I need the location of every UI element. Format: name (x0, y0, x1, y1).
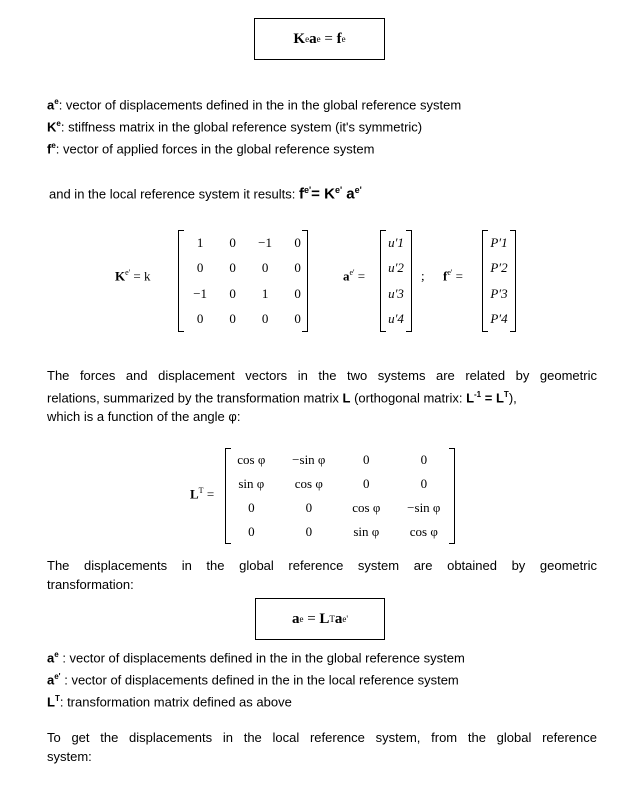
definition2-global-displacement (47, 645, 465, 668)
stiff-K-sup: e' (125, 268, 131, 277)
stiffness-cell: 0 (229, 311, 236, 327)
transform-cell: 0 (305, 500, 313, 515)
para2-line1: The displacements in the global reference system are obtained by geometric (47, 558, 597, 573)
transform-cell: −sin φ (292, 452, 326, 467)
para1-line2-b: (orthogonal matrix: (350, 390, 467, 406)
stiffness-cell: 1 (261, 285, 269, 301)
transform-eq: = (203, 486, 215, 502)
equation-box-transform (255, 598, 385, 640)
para1-LT-sup: T (503, 390, 509, 399)
stiffness-matrix (178, 230, 308, 332)
para3-line2: system: (47, 749, 92, 764)
force-entry: P′2 (490, 260, 508, 276)
transform-cell: 0 (248, 524, 255, 539)
transform-cell: 0 (420, 476, 428, 491)
eq2-a2: a (334, 610, 343, 627)
para1-line1: The forces and displacement vectors in the two systems are related by geometric (47, 368, 597, 383)
para1-line2-a: relations, summarized by the transformation matrix (47, 390, 343, 406)
eq2-L-sup: T (329, 614, 335, 624)
def-symbol-sup: e (51, 141, 56, 150)
matrix-row (225, 520, 455, 544)
eq2-L: L (319, 610, 330, 627)
definition2-transformation (47, 689, 292, 712)
transform-cell: 0 (248, 500, 255, 515)
a-label-sup: e' (349, 268, 355, 277)
def-symbol: L (47, 694, 55, 710)
intro-text: and in the local reference system it results: (49, 186, 300, 202)
eq1-a-sup: e (316, 34, 321, 44)
def-text: : vector of applied forces in the global reference system (55, 141, 375, 157)
intro-K-sup: e' (334, 185, 343, 195)
semicolon: ; (421, 268, 425, 283)
local-displacement-vector (380, 230, 412, 332)
local-system-intro (49, 180, 362, 204)
definition-global-displacement (47, 92, 461, 115)
stiffness-cell: 0 (261, 260, 269, 276)
transform-cell: 0 (363, 476, 370, 491)
intro-f: f (299, 185, 305, 203)
intro-f-sup: e' (304, 185, 312, 195)
def-text: : vector of displacements defined in the in the local reference system (64, 672, 459, 688)
matrix-row (225, 448, 455, 472)
transformation-matrix-table (225, 448, 455, 544)
eq1-a: a (309, 30, 317, 47)
stiffness-cell: 1 (196, 234, 204, 250)
stiffness-cell: 0 (196, 260, 204, 276)
def-symbol-sup: e (56, 119, 61, 128)
def-symbol: K (47, 119, 57, 135)
intro-a: a (342, 185, 355, 203)
force-entry: P′4 (490, 311, 508, 327)
def-symbol: a (47, 97, 55, 113)
vector-row (482, 230, 516, 256)
stiffness-cell: −1 (258, 234, 273, 250)
eq1-K-sup: e (305, 34, 310, 44)
stiffness-cell: 0 (196, 311, 204, 327)
definition2-local-displacement (47, 667, 459, 690)
para2-line2: transformation: (47, 577, 134, 592)
equation-box-global (254, 18, 385, 60)
stiffness-cell: 0 (294, 260, 301, 276)
displacement-entry: u′3 (388, 285, 404, 301)
displacement-entry: u′2 (388, 260, 404, 276)
def-symbol-sup: e (54, 97, 59, 106)
local-force-label (443, 268, 466, 284)
transform-L: L (190, 486, 199, 502)
force-vector-table (482, 230, 516, 332)
para1-line2-c: ), (508, 390, 517, 406)
def-symbol: a (47, 650, 55, 666)
vector-row (380, 230, 412, 256)
stiffness-cell: 0 (294, 234, 301, 250)
vector-row (380, 307, 412, 333)
displacement-entry: u′4 (388, 311, 404, 327)
force-entry: P′3 (490, 285, 508, 301)
vector-row (482, 307, 516, 333)
transform-cell: cos φ (352, 500, 381, 515)
para1-line2 (47, 385, 597, 407)
transform-label (190, 486, 214, 502)
transform-cell: sin φ (353, 524, 380, 539)
vector-row (380, 256, 412, 282)
transform-cell: 0 (305, 524, 313, 539)
transform-cell: 0 (420, 452, 428, 467)
stiffness-cell: 0 (229, 285, 236, 301)
eq2-a: a (291, 610, 300, 627)
eq2-a-sup: e (299, 614, 304, 624)
def-text: : vector of displacements defined in the in the global reference system (58, 97, 462, 113)
stiff-eq-k: = k (130, 268, 151, 284)
displacement-entry: u′1 (388, 234, 404, 250)
a-label-eq: = (354, 268, 369, 284)
def-symbol-sup: e (54, 650, 59, 659)
f-label-eq: = (452, 268, 467, 284)
displacement-vector-table (380, 230, 412, 332)
eq1-f-sup: e (341, 34, 346, 44)
paragraph-transformation (47, 366, 597, 426)
para1-eq: = (481, 390, 496, 406)
a-label: a (343, 268, 350, 284)
stiffness-label (115, 268, 150, 284)
para3-line1: To get the displacements in the local reference system, from the global reference (47, 730, 597, 745)
def-text: : stiffness matrix in the global reference system (it's symmetric) (60, 119, 423, 135)
transform-cell: cos φ (237, 452, 266, 467)
para1-L: L (342, 390, 351, 406)
transform-cell: sin φ (238, 476, 265, 491)
intro-K: K (324, 185, 335, 203)
matrix-row (225, 496, 455, 520)
paragraph-local-displacements (47, 728, 597, 766)
intro-a-sup: e' (354, 185, 362, 195)
transform-cell: cos φ (294, 476, 323, 491)
stiffness-cell: 0 (294, 311, 301, 327)
vector-row (380, 281, 412, 307)
intro-equals: = (311, 185, 325, 203)
definition-stiffness (47, 114, 422, 137)
transformation-matrix (225, 448, 455, 544)
local-displacement-label (343, 268, 368, 284)
def-text: : vector of displacements defined in the in the global reference system (62, 650, 465, 666)
eq2-equals: = (303, 610, 320, 627)
local-force-vector (482, 230, 516, 332)
stiffness-cell: 0 (229, 260, 236, 276)
vector-row (482, 256, 516, 282)
def-symbol-sup: T (54, 694, 60, 703)
vector-row (482, 281, 516, 307)
stiffness-matrix-table (178, 230, 308, 332)
def-symbol: f (47, 141, 52, 157)
def-text: : transformation matrix defined as above (59, 694, 292, 710)
force-entry: P′1 (490, 234, 508, 250)
f-label-sup: e' (447, 268, 453, 277)
matrix-row (178, 256, 308, 282)
eq1-equals: = (320, 30, 337, 47)
matrix-row (225, 472, 455, 496)
stiffness-cell: 0 (229, 234, 236, 250)
stiff-K: K (115, 268, 126, 284)
stiffness-cell: −1 (193, 285, 208, 301)
transform-cell: −sin φ (407, 500, 441, 515)
stiffness-cell: 0 (261, 311, 269, 327)
def-symbol: a (47, 672, 55, 688)
para1-line3: which is a function of the angle φ: (47, 409, 241, 425)
eq2-a2-sup: e' (342, 614, 349, 624)
matrix-row (178, 281, 308, 307)
eq1-K: K (293, 30, 306, 47)
eq1-f: f (336, 30, 342, 47)
para1-Linv-sup: -1 (474, 390, 482, 399)
definition-forces (47, 136, 374, 159)
stiffness-cell: 0 (294, 285, 301, 301)
paragraph-global-displacements (47, 556, 597, 594)
para1-LT: L (495, 390, 504, 406)
transform-cell: 0 (363, 452, 370, 467)
def-symbol-sup: e' (54, 672, 61, 681)
matrix-row (178, 307, 308, 333)
transform-L-sup: T (198, 486, 204, 495)
transform-cell: cos φ (409, 524, 438, 539)
para1-Linv: L (466, 390, 475, 406)
matrix-row (178, 230, 308, 256)
f-label: f (443, 268, 448, 284)
